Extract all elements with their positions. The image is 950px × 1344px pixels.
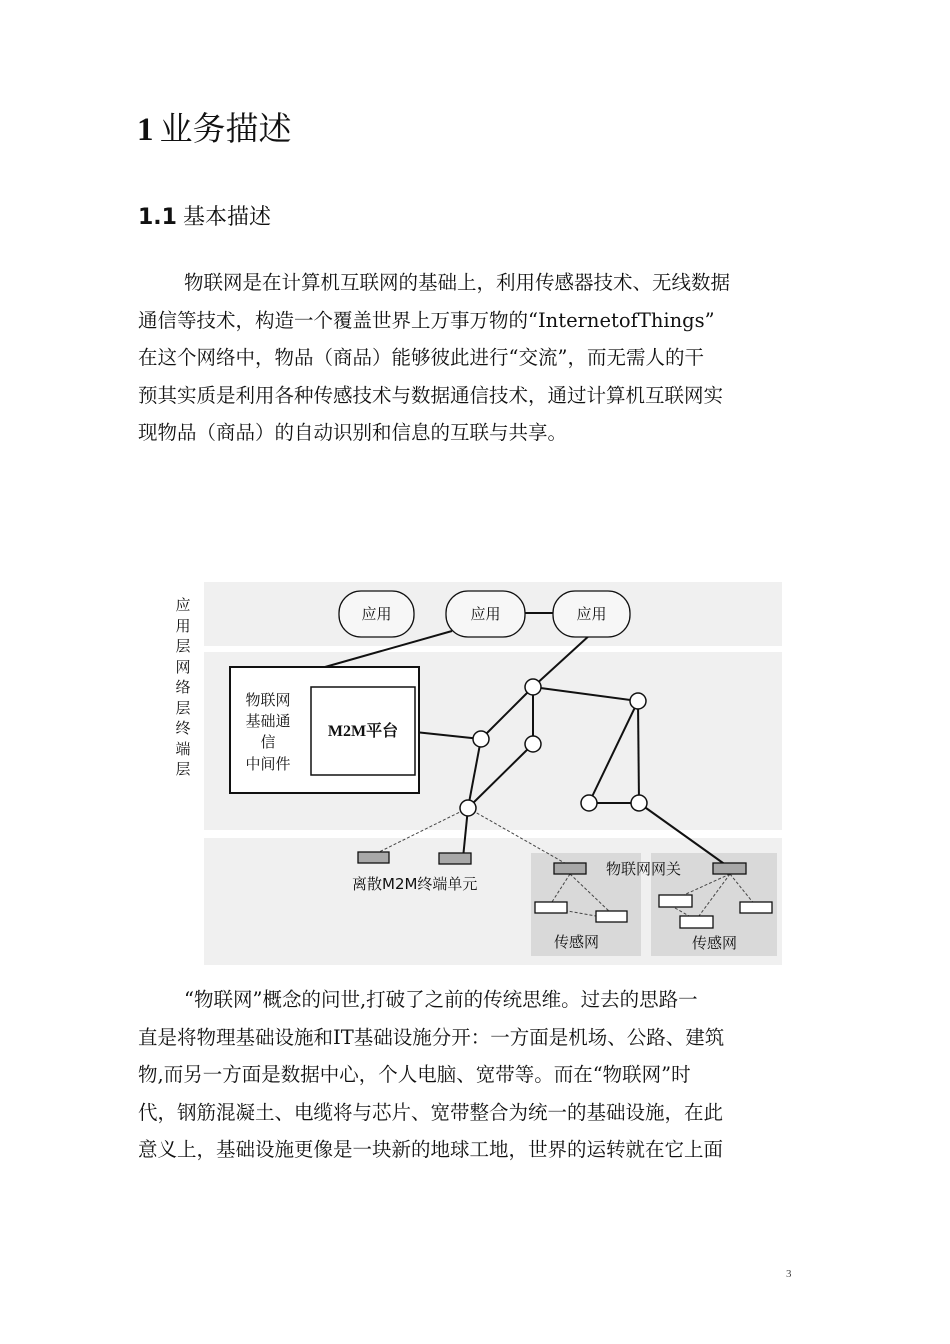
router-node: [460, 800, 476, 816]
diagram-canvas: [170, 577, 790, 972]
gateway-device: [554, 863, 586, 874]
sensor-device: [659, 895, 692, 907]
application-layer-label: 应用层: [175, 596, 191, 655]
section-heading: [137, 106, 292, 153]
paragraph-line: 通信等技术，构造一个覆盖世界上万事万物的“InternetofThings”: [138, 308, 715, 332]
paragraph-line: 直是将物理基础设施和IT基础设施分开：一方面是机场、公路、建筑: [138, 1025, 725, 1049]
iot-architecture-diagram: [170, 577, 790, 972]
paragraph-line: 预其实质是利用各种传感技术与数据通信技术，通过计算机互联网实: [138, 383, 724, 407]
router-node: [525, 736, 541, 752]
subsection-number: 1.1: [138, 205, 177, 230]
section-title: 业务描述: [159, 109, 292, 148]
discrete-units-label: 离散M2M终端单元: [352, 875, 478, 893]
middleware-label-line: 基础通: [245, 712, 291, 730]
gateway-label: 物联网网关: [606, 860, 682, 878]
sensor-net-label: 传感网: [692, 934, 738, 952]
sensor-device: [596, 911, 627, 922]
router-node: [581, 795, 597, 811]
paragraph-line: 意义上，基础设施更像是一块新的地球工地，世界的运转就在它上面: [138, 1138, 724, 1162]
router-node: [473, 731, 489, 747]
discrete-terminal-unit: [439, 853, 471, 864]
paragraph-line: 代，钢筋混凝土、电缆将与芯片、宽带整合为统一的基础设施，在此: [138, 1100, 724, 1124]
paragraph-line: 物联网是在计算机互联网的基础上，利用传感器技术、无线数据: [184, 271, 731, 294]
app-node-label: 应用: [361, 605, 392, 623]
section-number: 1: [137, 112, 154, 148]
middleware-label-line: 物联网: [245, 691, 291, 709]
layer-label-column: [174, 595, 200, 785]
sensor-device: [535, 902, 567, 913]
paragraph-line: 在这个网络中，物品（商品）能够彼此进行“交流”，而无需人的干: [138, 346, 704, 370]
app-node-3: [553, 591, 630, 637]
subsection-title: 基本描述: [182, 205, 271, 230]
app-node-label: 应用: [576, 605, 607, 623]
router-node: [630, 693, 646, 709]
intro-paragraph: [138, 264, 818, 452]
sensor-device: [680, 916, 713, 928]
gateway-device: [713, 863, 746, 874]
page-number: 3: [786, 1268, 792, 1280]
sensor-device: [740, 902, 772, 913]
discrete-terminal-unit: [358, 852, 389, 863]
middleware-label-line: 信: [260, 733, 276, 751]
link: [638, 701, 639, 803]
router-node: [525, 679, 541, 695]
app-node-1: [339, 591, 414, 637]
middleware-label-line: 中间件: [245, 755, 291, 773]
paragraph-line: 现物品（商品）的自动识别和信息的互联与共享。: [138, 421, 568, 445]
paragraph-line: 物,而另一方面是数据中心，个人电脑、宽带等。而在“物联网”时: [138, 1063, 691, 1087]
subsection-heading: [138, 200, 271, 236]
app-node-2: [446, 591, 525, 637]
router-node: [631, 795, 647, 811]
terminal-layer-label: 终端层: [175, 719, 191, 778]
app-node-label: 应用: [470, 605, 501, 623]
network-layer-label: 网络层: [175, 657, 191, 717]
paragraph-line: “物联网”概念的问世,打破了之前的传统思维。过去的思路一: [184, 988, 698, 1011]
concept-paragraph: [138, 981, 818, 1169]
m2m-platform-label: M2M平台: [327, 723, 399, 740]
sensor-net-label: 传感网: [554, 933, 600, 951]
